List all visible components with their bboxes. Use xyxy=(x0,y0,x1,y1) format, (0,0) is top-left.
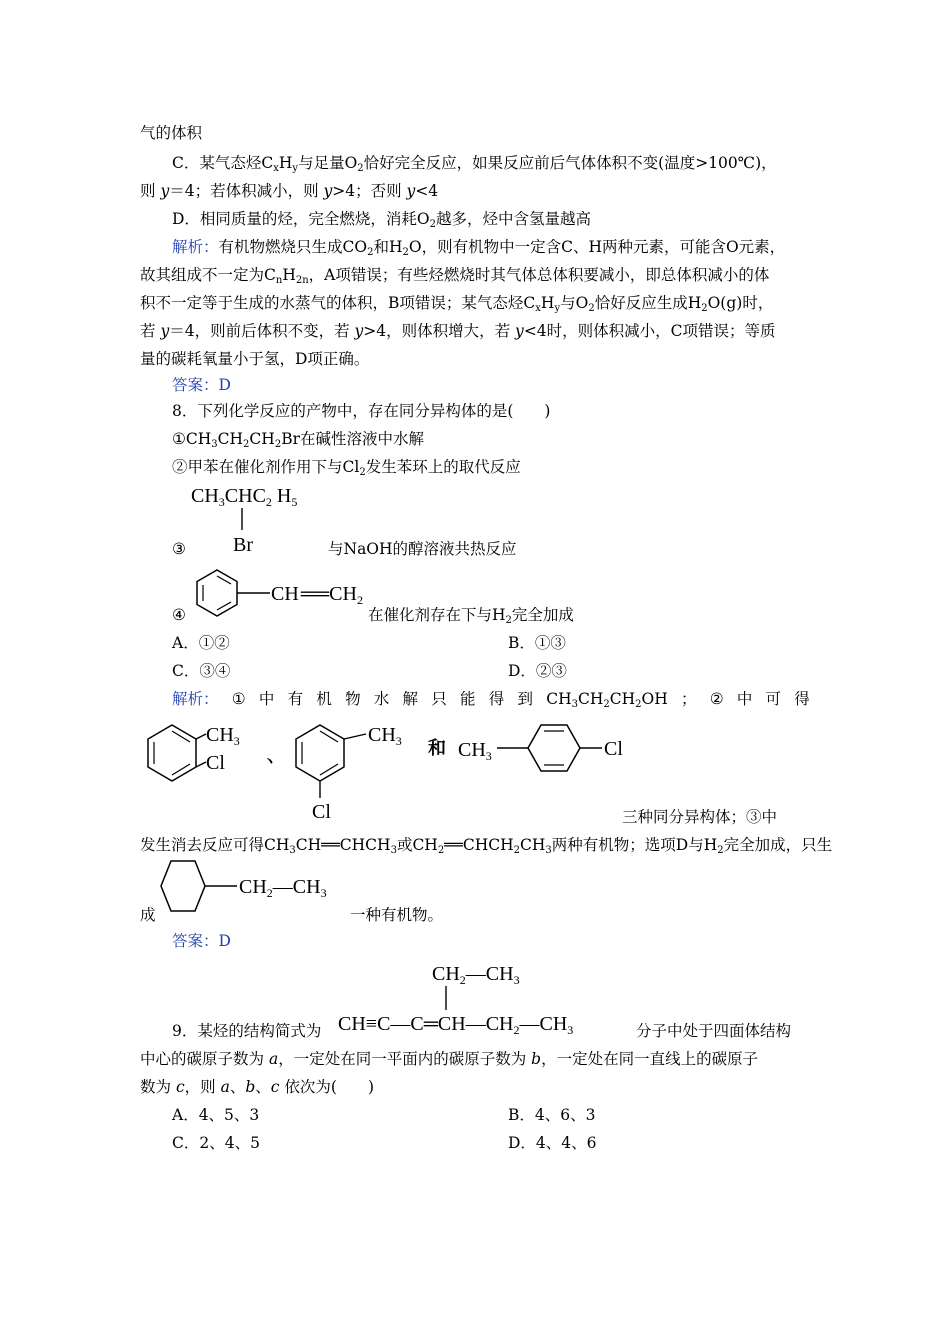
q9-hydrocarbon-structure xyxy=(336,954,636,1038)
analysis-token: 到 xyxy=(517,690,533,708)
question-9-pre: 9．某烃的结构简式为 xyxy=(172,1022,322,1040)
m-chlorotoluene xyxy=(296,724,402,823)
q8-option-c: C．③④ xyxy=(172,662,231,680)
p-chlorotoluene xyxy=(458,725,623,771)
answer-label: 答案：D xyxy=(172,376,231,394)
q8-option-a: A．①② xyxy=(172,634,230,652)
analysis-token: 机 xyxy=(316,690,332,708)
q9-option-d: D．4、4、6 xyxy=(508,1134,597,1152)
o-chlorotoluene xyxy=(148,724,240,781)
text-line: 三种同分异构体；③中 xyxy=(622,808,778,826)
svg-text:CH≡C—C═CH—CH2—CH3: $CH\equiv C—C═CH—CH_2—CH_3$ xyxy=(338,1013,574,1037)
analysis-token: 中 xyxy=(258,690,275,708)
analysis-label: 解析： xyxy=(172,690,219,708)
text-line: 则 y＝4；若体积减小，则 y>4；否则 y<4 xyxy=(140,182,439,200)
analysis-token: 能 xyxy=(460,690,476,708)
option-d-line: D．相同质量的烃，完全燃烧，消耗$O_2$越多，烃中含氢量越高 xyxy=(172,210,592,230)
analysis-token: ② xyxy=(709,690,724,708)
q8-item-4-number: ④ xyxy=(172,606,186,624)
q9-option-c: C．2、4、5 xyxy=(172,1134,260,1152)
text-line: 成 xyxy=(140,906,156,924)
q9-option-b: B．4、6、3 xyxy=(508,1106,596,1124)
analysis-token: 物 xyxy=(345,690,361,708)
option-c-line: C．某气态烃$C_xH_y$与足量$O_2$恰好完全反应，如果反应前后气体体积不变(温度>100℃)， xyxy=(172,154,777,174)
svg-text:CH3: $CH_3$ xyxy=(368,724,402,748)
analysis-label: 解析： xyxy=(172,238,219,256)
question-8: 8．下列化学反应的产物中，存在同分异构体的是( ) xyxy=(172,402,551,420)
text-line: 发生消去反应可得$CH_3CH══CHCH_3$或$CH_2══CHCH_2CH_3$两种有机物；选项D与$H_2$完全加成，只生 xyxy=(140,836,833,856)
text-line: 量的碳耗氧量小于氢，D项正确。 xyxy=(140,350,370,368)
analysis-line: 解析：有机物燃烧只生成$CO_2$和$H_2O$，则有机物中一定含C、H两种元素，可能含O元素， xyxy=(172,238,786,258)
ethylcyclohexane-structure xyxy=(155,858,355,918)
analysis-token: 得 xyxy=(794,690,810,708)
svg-text:Cl: Cl xyxy=(206,752,225,774)
q8-item-3-text: 与NaOH的醇溶液共热反应 xyxy=(328,540,517,558)
svg-text:CH2—CH3: $CH_2—CH_3$ xyxy=(239,876,327,900)
svg-text:CH3: $CH_3$ xyxy=(206,724,240,748)
analysis-token: ； xyxy=(680,690,697,708)
text-line: 若 y＝4，则前后体积不变，若 y>4，则体积增大，若 y<4时，则体积减小，C项错误；等质 xyxy=(140,322,776,340)
separator: 、 xyxy=(266,742,289,767)
q8-item-3-number: ③ xyxy=(172,540,186,558)
analysis-token: ① xyxy=(231,690,246,708)
analysis-token: 得 xyxy=(488,690,505,708)
styrene-structure xyxy=(190,566,370,626)
formula-ch3chc2h5: $CH_3CHC_2$ $H_5$ xyxy=(191,485,298,509)
analysis-8-line xyxy=(172,686,810,712)
question-9-post: 分子中处于四面体结构 xyxy=(636,1022,792,1040)
conjunction-he: 和 xyxy=(428,738,446,758)
analysis-token: 只 xyxy=(431,690,447,708)
bromobutane-structure xyxy=(185,478,345,560)
q8-option-d: D．②③ xyxy=(508,662,567,680)
analysis-token: $CH_3CH_2CH_2OH$ xyxy=(546,690,668,710)
formula-ch-ch2: CH $══CH_2$ xyxy=(271,583,363,607)
q9-option-a: A．4、5、3 xyxy=(172,1106,260,1124)
svg-text:Cl: Cl xyxy=(312,801,331,823)
analysis-token: 解 xyxy=(402,690,419,708)
svg-text:CH2—CH3: $CH_2—CH_3$ xyxy=(432,963,520,987)
analysis-token: 可 xyxy=(765,690,782,708)
chlorotoluene-isomers xyxy=(140,714,640,826)
text-line: 数为 c，则 a、b、c 依次为( ) xyxy=(140,1078,374,1096)
q8-option-b: B．①③ xyxy=(508,634,566,652)
text-line: 气的体积 xyxy=(140,124,203,142)
svg-text:CH3: $CH_3$ xyxy=(458,739,492,763)
analysis-token: 中 xyxy=(736,690,753,708)
text-line: 积不一定等于生成的水蒸气的体积，B项错误；某气态烃$C_xH_y$与$O_2$恰好反应生成$H_2O(g)$时， xyxy=(140,294,774,314)
analysis-token: 水 xyxy=(373,690,390,708)
q8-item-1: $①CH_3CH_2CH_2Br$在碱性溶液中水解 xyxy=(172,430,424,450)
text-line: 中心的碳原子数为 a，一定处在同一平面内的碳原子数为 b，一定处在同一直线上的碳原子 xyxy=(140,1050,759,1068)
analysis-token: 有 xyxy=(287,690,304,708)
q8-item-4-text: 在催化剂存在下与$H_2$完全加成 xyxy=(368,606,574,626)
text-line: 一种有机物。 xyxy=(350,906,444,924)
svg-text:Cl: Cl xyxy=(604,738,623,760)
text-line: 故其组成不一定为$C_nH_{2n}$，A项错误；有些烃燃烧时其气体总体积要减小，即总体积减小的体 xyxy=(140,266,770,286)
formula-br: Br xyxy=(233,534,253,556)
q8-item-2: ②甲苯在催化剂作用下与$Cl_2$发生苯环上的取代反应 xyxy=(172,458,521,478)
answer-label: 答案：D xyxy=(172,932,231,950)
